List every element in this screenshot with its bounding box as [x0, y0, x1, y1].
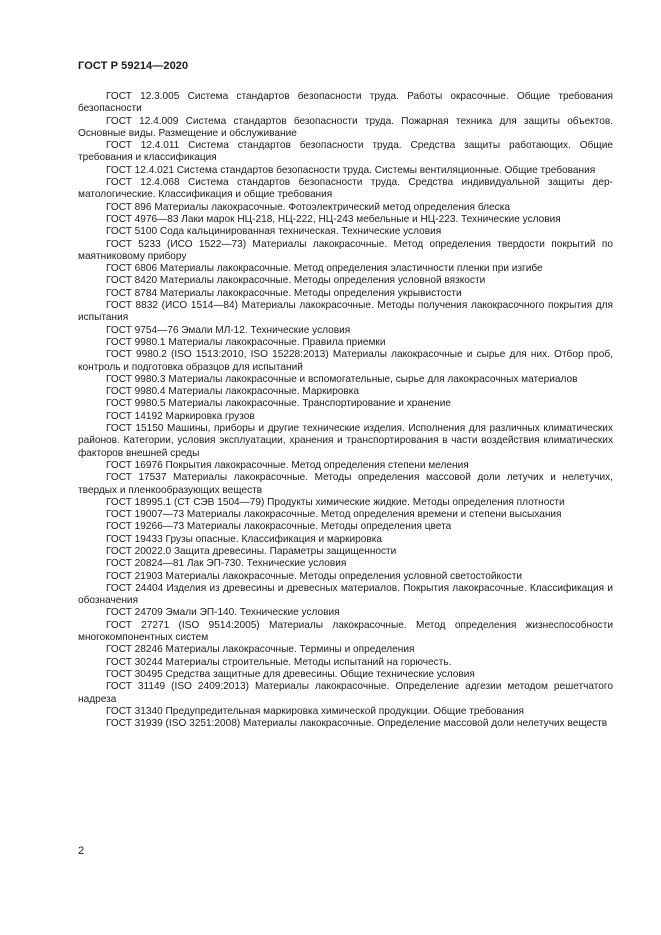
reference-item: ГОСТ 9980.3 Материалы лакокрасочные и вспомогательные, сырье для лакокрасочных материалов — [106, 373, 578, 385]
reference-item: ГОСТ 15150 Машины, приборы и другие технические изделия. Исполнения для различных климатических районов. Категории, условия эксплуатации, хранения и транспортирования в части воздействия климатических факторов внешней среды — [78, 423, 613, 459]
reference-item: ГОСТ 24709 Эмали ЭП-140. Технические условия — [106, 607, 340, 619]
reference-item: ГОСТ 31939 (ISO 3251:2008) Материалы лакокрасочные. Определение массовой доли нелетучих веществ — [106, 718, 608, 730]
reference-item: ГОСТ 20824—81 Лак ЭП-730. Технические условия — [106, 558, 347, 570]
reference-item: ГОСТ 8420 Материалы лакокрасочные. Методы определения условной вязкости — [106, 275, 486, 287]
reference-item: ГОСТ 18995.1 (СТ СЭВ 1504—79) Продукты химические жидкие. Методы определения плотности — [106, 496, 565, 508]
normative-references-list — [78, 91, 613, 730]
reference-item: ГОСТ 21903 Материалы лакокрасочные. Методы определения условной светостойкости — [106, 570, 522, 582]
reference-item: ГОСТ 31149 (ISO 2409:2013) Материалы лакокрасочные. Определение адгезии методом решетчатого надреза — [78, 681, 613, 705]
reference-item: ГОСТ 9980.5 Материалы лакокрасочные. Транспортирование и хранение — [106, 398, 451, 410]
reference-item: ГОСТ 12.4.021 Система стандартов безопасности труда. Системы вентиляционные. Общие требования — [106, 164, 596, 176]
reference-item: ГОСТ 19266—73 Материалы лакокрасочные. Методы определения цвета — [106, 521, 452, 533]
reference-item: ГОСТ 9980.4 Материалы лакокрасочные. Маркировка — [106, 386, 359, 398]
reference-item: ГОСТ 30495 Средства защитные для древесины. Общие технические условия — [106, 668, 475, 680]
reference-item: ГОСТ 12.3.005 Система стандартов безопасности труда. Работы окрасочные. Общие требования безопасности — [78, 91, 613, 115]
reference-item: ГОСТ 31340 Предупредительная маркировка химической продукции. Общие требования — [106, 705, 524, 717]
reference-item: ГОСТ 896 Материалы лакокрасочные. Фотоэлектрический метод определения блеска — [106, 201, 510, 213]
standard-designation: ГОСТ Р 59214—2020 — [78, 60, 189, 72]
reference-item: ГОСТ 16976 Покрытия лакокрасочные. Метод определения степени меления — [106, 459, 469, 471]
reference-item: ГОСТ 5100 Сода кальцинированная техническая. Технические условия — [106, 226, 442, 238]
reference-item: ГОСТ 28246 Материалы лакокрасочные. Термины и определения — [106, 644, 415, 656]
reference-item: ГОСТ 9754—76 Эмали МЛ-12. Технические условия — [106, 324, 351, 336]
reference-item: ГОСТ 4976—83 Лаки марок НЦ-218, НЦ-222, НЦ-243 мебельные и НЦ-223. Технические условия — [106, 213, 561, 225]
reference-item: ГОСТ 24404 Изделия из древесины и древесных материалов. Покрытия лакокрасочные. Классификация и обозначения — [78, 582, 613, 607]
reference-item: ГОСТ 27271 (ISO 9514:2005) Материалы лакокрасочные. Метод определения жизнеспособности многокомпонентных систем — [78, 619, 613, 644]
reference-item: ГОСТ 19007—73 Материалы лакокрасочные. Метод определения времени и степени высыхания — [106, 509, 562, 521]
reference-item: ГОСТ 6806 Материалы лакокрасочные. Метод определения эластичности пленки при изгибе — [106, 263, 543, 275]
reference-item: ГОСТ 8832 (ИСО 1514—84) Материалы лакокрасочные. Методы получения лакокрасочного покрытия для испытания — [78, 300, 613, 324]
reference-item: ГОСТ 17537 Материалы лакокрасочные. Методы определения массовой доли летучих и нелетучих, твердых и пленкообразующих веществ — [78, 472, 613, 496]
reference-item: ГОСТ 8784 Материалы лакокрасочные. Методы определения укрывистости — [106, 287, 462, 299]
reference-item: ГОСТ 30244 Материалы строительные. Методы испытаний на горючесть. — [106, 656, 452, 668]
reference-item: ГОСТ 19433 Грузы опасные. Классификация и маркировка — [106, 533, 382, 545]
reference-item: ГОСТ 12.4.009 Система стандартов безопасности труда. Пожарная техника для защиты объектов. Основные виды. Размещение и обслуживание — [78, 115, 613, 139]
page-number: 2 — [78, 845, 85, 857]
reference-item: ГОСТ 12.4.011 Система стандартов безопасности труда. Средства защиты работающих. Общие требования и классификация — [78, 140, 613, 164]
reference-item: ГОСТ 9980.1 Материалы лакокрасочные. Правила приемки — [106, 336, 386, 348]
reference-item: ГОСТ 12.4.068 Система стандартов безопасности труда. Средства индивидуальной защиты дерматологические. Классификация и общие требования — [78, 177, 613, 201]
reference-item: ГОСТ 9980.2 (ISO 1513:2010, ISO 15228:2013) Материалы лакокрасочные и сырье для них. Отбор проб, контроль и подготовка образцов для испытаний — [78, 349, 613, 373]
reference-item: ГОСТ 5233 (ИСО 1522—73) Материалы лакокрасочные. Метод определения твердости покрытий по маятниковому прибору — [78, 238, 613, 262]
reference-item: ГОСТ 14192 Маркировка грузов — [106, 410, 255, 422]
reference-item: ГОСТ 20022.0 Защита древесины. Параметры защищенности — [106, 545, 397, 557]
